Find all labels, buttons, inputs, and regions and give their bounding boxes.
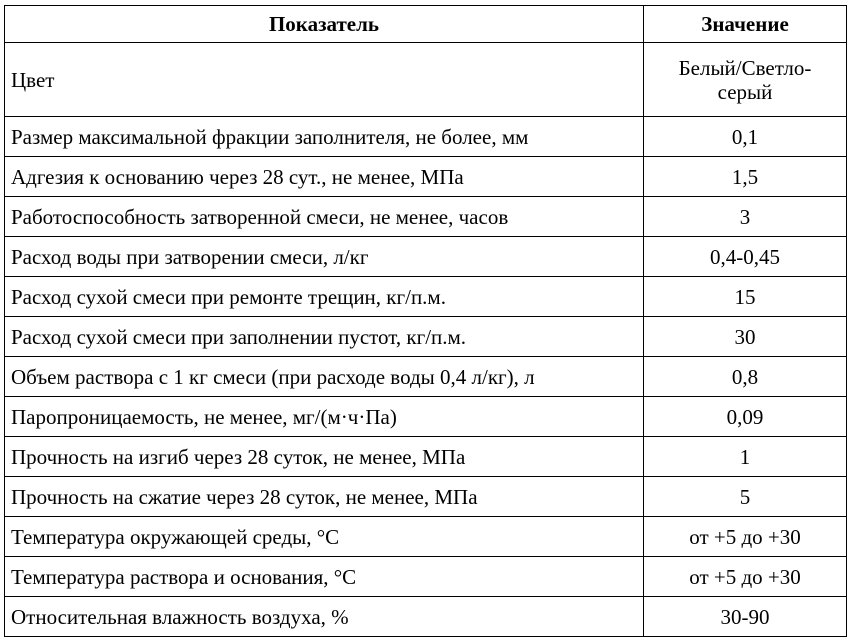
value-cell: 30-90 <box>644 597 847 637</box>
parameter-cell: Цвет <box>5 43 644 117</box>
value-cell: Белый/Светло-серый <box>644 43 847 117</box>
value-cell: 1,5 <box>644 157 847 197</box>
value-cell: от +5 до +30 <box>644 517 847 557</box>
table-row <box>5 597 847 637</box>
parameter-cell: Объем раствора с 1 кг смеси (при расходе воды 0,4 л/кг), л <box>5 357 644 397</box>
parameter-cell: Температура раствора и основания, °С <box>5 557 644 597</box>
table-row <box>5 357 847 397</box>
parameter-cell: Расход сухой смеси при заполнении пустот, кг/п.м. <box>5 317 644 357</box>
table-row <box>5 157 847 197</box>
parameter-cell: Температура окружающей среды, °С <box>5 517 644 557</box>
value-cell: 3 <box>644 197 847 237</box>
parameter-cell: Паропроницаемость, не менее, мг/(м·ч·Па) <box>5 397 644 437</box>
table-row <box>5 237 847 277</box>
table-row <box>5 437 847 477</box>
value-cell: 1 <box>644 437 847 477</box>
table-row <box>5 117 847 157</box>
table-row <box>5 197 847 237</box>
parameter-cell: Прочность на сжатие через 28 суток, не менее, МПа <box>5 477 644 517</box>
value-cell: 30 <box>644 317 847 357</box>
parameter-cell: Прочность на изгиб через 28 суток, не менее, МПа <box>5 437 644 477</box>
column-header-value: Значение <box>644 6 847 43</box>
table-row <box>5 397 847 437</box>
table-header-row <box>5 6 847 43</box>
table-row <box>5 557 847 597</box>
properties-table <box>4 5 847 637</box>
table-row <box>5 317 847 357</box>
parameter-cell: Расход сухой смеси при ремонте трещин, кг/п.м. <box>5 277 644 317</box>
parameter-cell: Адгезия к основанию через 28 сут., не менее, МПа <box>5 157 644 197</box>
table-row <box>5 477 847 517</box>
table-row <box>5 517 847 557</box>
value-cell: 5 <box>644 477 847 517</box>
value-cell: 15 <box>644 277 847 317</box>
parameter-cell: Работоспособность затворенной смеси, не менее, часов <box>5 197 644 237</box>
column-header-parameter: Показатель <box>5 6 644 43</box>
value-cell: от +5 до +30 <box>644 557 847 597</box>
value-cell: 0,09 <box>644 397 847 437</box>
table-row <box>5 43 847 117</box>
parameter-cell: Размер максимальной фракции заполнителя, не более, мм <box>5 117 644 157</box>
value-cell: 0,4-0,45 <box>644 237 847 277</box>
value-cell: 0,1 <box>644 117 847 157</box>
table-row <box>5 277 847 317</box>
value-cell: 0,8 <box>644 357 847 397</box>
parameter-cell: Расход воды при затворении смеси, л/кг <box>5 237 644 277</box>
parameter-cell: Относительная влажность воздуха, % <box>5 597 644 637</box>
